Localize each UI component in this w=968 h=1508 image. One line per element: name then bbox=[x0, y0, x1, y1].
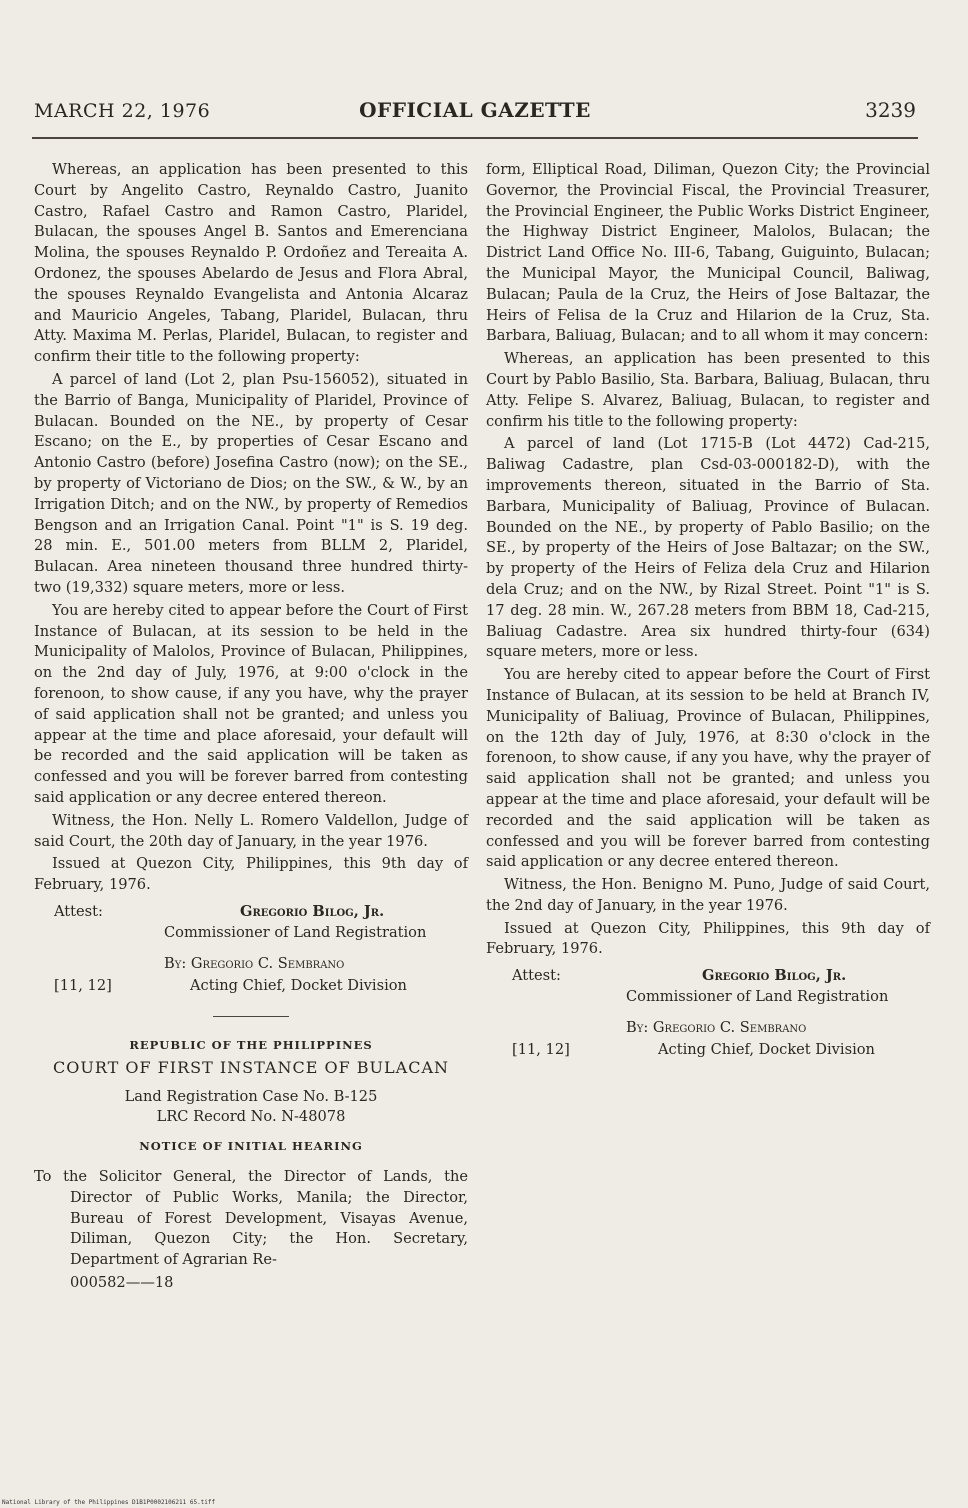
left-witness-paragraph: Witness, the Hon. Nelly L. Romero Valdellon, Judge of said Court, the 20th day of January, in the year 1976. bbox=[34, 811, 468, 850]
record-number: LRC Record No. N-48078 bbox=[156, 1108, 346, 1126]
header-date: MARCH 22, 1976 bbox=[34, 100, 211, 122]
issue-reference: [11, 12] bbox=[54, 976, 112, 994]
left-column bbox=[34, 160, 468, 1294]
left-parcel-paragraph: A parcel of land (Lot 2, plan Psu-156052), situated in the Barrio of Banga, Municipality of Plaridel, Province of Bulacan. Bounded on the NE., by property of Cesar Escano; on the E., by properties of Cesar Escano and Antonio Castro (before) Josefina Castro (now); on the SE., by property of Victoriano de Dios; on the SW., & W., by an Irrigation Ditch; and on the NW., by property of Remedios Bengson and an Irrigation Canal. Point "1" is S. 19 deg. 28 min. E., 501.00 meters from BLLM 2, Plaridel, Bulacan. Area nineteen thousand three hundred thirty-two (19,332) square meters, more or less. bbox=[34, 370, 468, 596]
right-whereas-paragraph: Whereas, an application has been presented to this Court by Pablo Basilio, Sta. Barbara, Baliuag, Bulacan, thru Atty. Felipe S. Alvarez, Baliuag, Bulacan, to register and confirm his title to the following property: bbox=[486, 350, 930, 430]
right-by-block bbox=[486, 1018, 930, 1064]
notice-heading: NOTICE OF INITIAL HEARING bbox=[139, 1139, 363, 1154]
right-column bbox=[486, 160, 930, 1064]
attest-name: Gregorio Bilog, Jr. bbox=[240, 902, 385, 920]
header-rule bbox=[32, 137, 918, 139]
left-citation-paragraph: You are hereby cited to appear before the Court of First Instance of Bulacan, at its session to be held in the Municipality of Malolos, Province of Bulacan, Philippines, on the 2nd day of July, 1976, at 9:00 o'clock in the forenoon, to show cause, if any you have, why the prayer of said application shall not be granted; and unless you appear at the time and place aforesaid, your default will be recorded and the said application will be taken as confessed and you will be forever barred from contesting said application or any decree entered thereon. bbox=[34, 601, 468, 806]
left-whereas-paragraph: Whereas, an application has been presented to this Court by Angelito Castro, Reynaldo Castro, Juanito Castro, Rafael Castro and Ramon Castro, Plaridel, Bulacan, the spouses Angel B. Santos and Emerenciana Molina, the spouses Reynaldo P. Ordoñez and Tereaita A. Ordonez, the spouses Abelardo de Jesus and Flora Abral, the spouses Reynaldo Evangelista and Antonia Alcaraz and Mauricio Angeles, Tabang, Plaridel, Bulacan, thru Atty. Maxima M. Perlas, Plaridel, Bulacan, to register and confirm their title to the following property: bbox=[34, 161, 468, 366]
footer-code: 000582——18 bbox=[70, 1274, 174, 1292]
right-attest-block bbox=[486, 966, 930, 1014]
case-number: Land Registration Case No. B-125 bbox=[124, 1088, 378, 1106]
republic-heading: REPUBLIC OF THE PHILIPPINES bbox=[129, 1037, 373, 1052]
by-name: By: Gregorio C. Sembrano bbox=[164, 954, 345, 972]
attest-label: Attest: bbox=[512, 967, 561, 985]
right-issued-paragraph: Issued at Quezon City, Philippines, this 9th day of February, 1976. bbox=[486, 919, 930, 958]
page-header bbox=[34, 98, 916, 132]
attest-title: Commissioner of Land Registration bbox=[164, 923, 427, 941]
right-witness-paragraph: Witness, the Hon. Benigno M. Puno, Judge of said Court, the 2nd day of January, in the year 1976. bbox=[486, 876, 930, 914]
right-citation-paragraph: You are hereby cited to appear before the Court of First Instance of Bulacan, at its session to be held at Branch IV, Municipality of Baliuag, Province of Bulacan, Philippines, on the 12th day of July, 1976, at 8:30 o'clock in the forenoon, to show cause, if any you have, why the prayer of said application shall not be granted; and unless you appear at the time and place aforesaid, your default will be recorded and the said application will be taken as confessed and you will be forever barred from contesting said application or any decree entered thereon. bbox=[486, 666, 930, 871]
left-attest-block bbox=[34, 902, 468, 950]
by-title: Acting Chief, Docket Division bbox=[658, 1041, 875, 1059]
by-title: Acting Chief, Docket Division bbox=[190, 976, 407, 994]
by-name: By: Gregorio C. Sembrano bbox=[626, 1019, 807, 1037]
page-number: 3239 bbox=[865, 98, 916, 122]
attest-name: Gregorio Bilog, Jr. bbox=[702, 967, 847, 985]
scan-caption: National Library of the Philippines D1B1P0002106211 65.tiff bbox=[2, 1499, 216, 1506]
addressee-paragraph: To the Solicitor General, the Director of Lands, the Director of Public Works, Manila; the Director, Bureau of Forest Development, Visayas Avenue, Diliman, Quezon City; the Hon. Secretary, Department of Agrarian Re- bbox=[34, 1168, 468, 1269]
attest-label: Attest: bbox=[54, 902, 103, 920]
header-title: OFFICIAL GAZETTE bbox=[359, 98, 591, 122]
left-issued-paragraph: Issued at Quezon City, Philippines, this 9th day of February, 1976. bbox=[34, 855, 468, 894]
section-divider bbox=[213, 1016, 289, 1017]
right-addressee-continuation: form, Elliptical Road, Diliman, Quezon City; the Provincial Governor, the Provincial Fiscal, the Provincial Treasurer, the Provincial Engineer, the Public Works District Engineer, the Highway District Engineer, Malolos, Bulacan; the District Land Office No. III-6, Tabang, Guiguinto, Bulacan; the Municipal Mayor, the Municipal Council, Baliwag, Bulacan; Paula de la Cruz, the Heirs of Jose Baltazar, the Heirs of Felisa de la Cruz and Hilarion de la Cruz, Sta. Barbara, Baliuag, Bulacan; and to all whom it may concern: bbox=[486, 161, 930, 345]
issue-reference: [11, 12] bbox=[512, 1041, 570, 1059]
attest-title: Commissioner of Land Registration bbox=[626, 988, 889, 1006]
court-heading: COURT OF FIRST INSTANCE OF BULACAN bbox=[52, 1057, 450, 1077]
left-by-block bbox=[34, 954, 468, 1000]
right-parcel-paragraph: A parcel of land (Lot 1715-B (Lot 4472) Cad-215, Baliwag Cadastre, plan Csd-03-000182-D), with the improvements thereon, situated in the Barrio of Sta. Barbara, Municipality of Baliuag, Province of Bulacan. Bounded on the NE., by property of Pablo Basilio; on the SE., by property of the Heirs of Jose Baltazar; on the SW., by property of the Heirs of Feliza dela Cruz and Hilarion dela Cruz; and on the NW., by Rizal Street. Point "1" is S. 17 deg. 28 min. W., 267.28 meters from BBM 18, Cad-215, Baliuag Cadastre. Area six hundred thirty-four (634) square meters, more or less. bbox=[486, 435, 930, 661]
